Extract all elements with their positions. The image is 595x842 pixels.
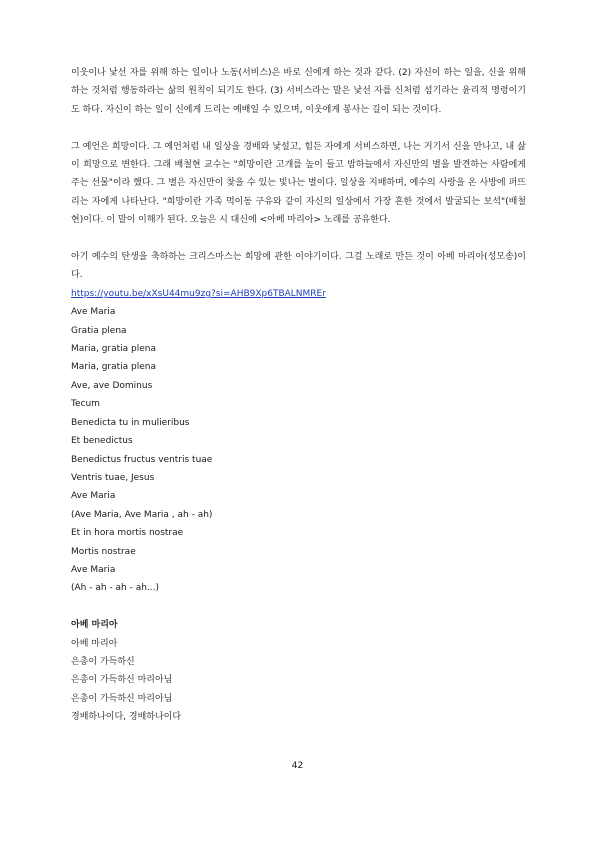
lyric-line: Maria, gratia plena xyxy=(71,362,157,373)
lyric-line: Maria, gratia plena xyxy=(71,344,157,355)
youtube-link[interactable]: https://youtu.be/xXsU44mu9zg?si=AHB9Xp6TBALNMREr xyxy=(71,288,326,299)
lyric-line: (Ah - ah - ah - ah...) xyxy=(71,583,160,594)
lyric-line: Et in hora mortis nostrae xyxy=(71,528,184,539)
lyric-line: 아베 마리아 xyxy=(71,638,118,649)
lyric-line: Et benedictus xyxy=(71,436,133,447)
paragraph-hope: 그 예언은 희망이다. 그 예언처럼 내 일상을 경배와 낯설고, 힘든 자에게 서비스하면, 나는 거기서 신을 만나고, 내 삶이 희망으로 변한다. 그래 배철현 교수는 "희망이란 고개를 높이 들고 밤하늘에서 자신만의 별을 발견하는 사람에게 주는 선물"이라 했다. 그 별은 자신만이 찾을 수 있는 빛나는 별이다. 일상을 지배하며, 예수의 사랑을 온 사방에 퍼뜨리는 자에게 나타난다. "희망이란 가족 먹이동 구유와 같이 자신의 일상에서 가장 흔한 것에서 발굴되는 보석"(배철현)이다. 이 말이 이해가 된다. 오늘은 시 대신에 <아베 마리아> 노래를 공유한다. xyxy=(71,141,526,226)
lyric-line: Ave Maria xyxy=(71,564,116,575)
lyric-line: Ave, ave Dominus xyxy=(71,380,153,391)
latin-lyrics xyxy=(71,303,526,598)
lyric-line: Mortis nostrae xyxy=(71,546,136,557)
lyric-line: Ave Maria xyxy=(71,307,116,318)
lyric-line: Ave Maria xyxy=(71,491,116,502)
lyric-line: Ventris tuae, Jesus xyxy=(71,472,155,483)
paragraph-spacer xyxy=(71,598,526,616)
lyric-line: (Ave Maria, Ave Maria , ah - ah) xyxy=(71,509,213,520)
lyric-line: Benedicta tu in mulieribus xyxy=(71,417,190,428)
korean-lyrics-heading: 아베 마리아 xyxy=(71,620,118,631)
lyric-line: 경배하나이다, 경배하나이다 xyxy=(71,712,182,723)
page-content xyxy=(71,64,526,727)
paragraph-christmas: 아기 예수의 탄생을 축하하는 크리스마스는 희망에 관한 이야기이다. 그걸 노래로 만든 것이 아베 마리아(성모송)이다. xyxy=(71,252,526,281)
korean-lyrics xyxy=(71,635,526,727)
lyric-line: 은총이 가득하신 xyxy=(71,656,135,667)
lyric-line: Benedictus fructus ventris tuae xyxy=(71,454,213,465)
page-number: 42 xyxy=(291,761,304,771)
paragraph-service: 이웃이나 낯선 자를 위해 하는 일이나 노동(서비스)은 바로 신에게 하는 것과 같다. (2) 자신이 하는 일을, 신을 위해 하는 것처럼 행동하라는 삶의 원칙이 되기도 한다. (3) 서비스라는 말은 낯선 자를 신처럼 섬기라는 윤리적 명령이기도 하다. 자신이 하는 일이 신에게 드리는 예배일 수 있으며, 이웃에게 봉사는 길이 되는 것이다. xyxy=(71,68,526,115)
lyric-line: 은총이 가득하신 마리아님 xyxy=(71,693,173,704)
paragraph-spacer xyxy=(71,119,526,137)
paragraph-spacer xyxy=(71,230,526,248)
lyric-line: Tecum xyxy=(71,399,100,410)
lyric-line: Gratia plena xyxy=(71,325,127,336)
lyric-line: 은총이 가득하신 마리아님 xyxy=(71,675,173,686)
